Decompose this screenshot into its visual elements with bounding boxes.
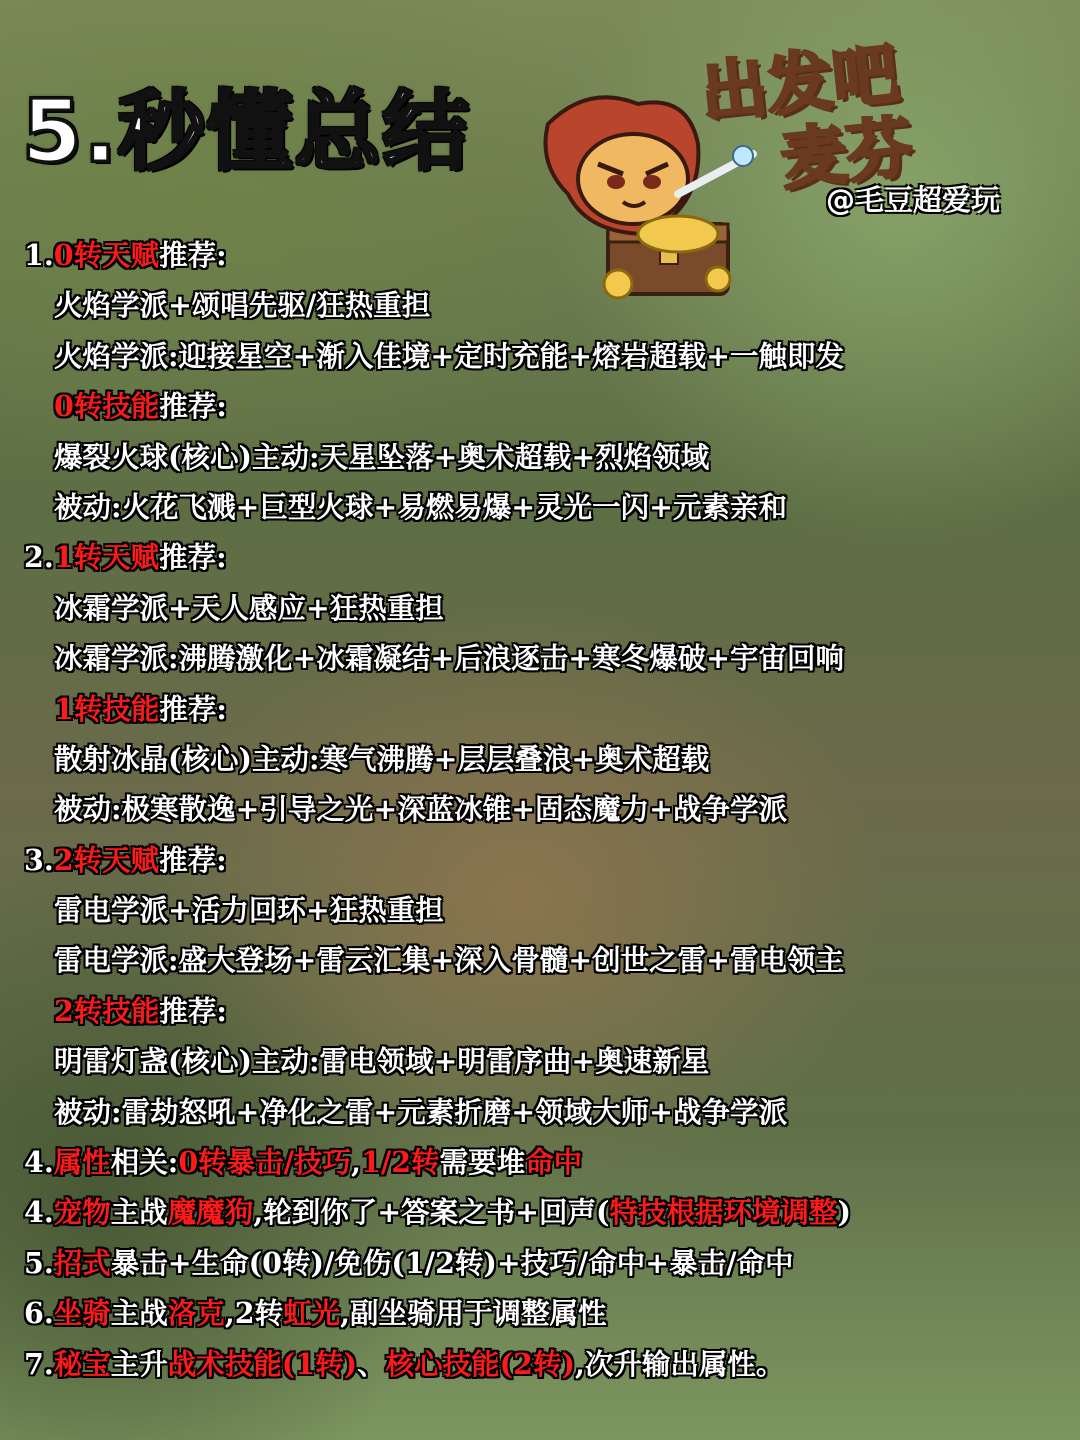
- highlight-text: 秘宝: [53, 1346, 111, 1381]
- highlight-text: 核心技能(2转): [385, 1346, 575, 1381]
- line-text: 推荐:: [159, 238, 227, 272]
- highlight-text: 1转天赋: [53, 540, 160, 575]
- line-text: 4.: [24, 1145, 54, 1180]
- line-text: 散射冰晶(核心)主动:寒气沸腾+层层叠浪+奥术超载: [54, 741, 710, 776]
- line-text: ): [837, 1195, 851, 1230]
- line-text: 2.: [24, 540, 54, 575]
- highlight-text: 0转技能: [54, 389, 160, 424]
- summary-line: [24, 230, 1060, 280]
- summary-line: [24, 784, 1060, 834]
- line-text: 6.: [24, 1296, 54, 1331]
- highlight-text: 1转技能: [54, 691, 160, 726]
- line-text: 冰霜学派:沸腾激化+冰霜凝结+后浪逐击+寒冬爆破+宇宙回响: [54, 641, 845, 676]
- highlight-text: 1/2转: [361, 1145, 440, 1180]
- line-text: 爆裂火球(核心)主动:天星坠落+奥术超载+烈焰领域: [54, 439, 710, 474]
- summary-line: [24, 1187, 1060, 1237]
- line-text: 5.: [24, 1245, 54, 1280]
- summary-list: [24, 230, 1060, 1389]
- line-text: 7.: [24, 1346, 54, 1381]
- line-text: 需要堆: [439, 1145, 526, 1180]
- line-text: 推荐:: [159, 842, 227, 877]
- summary-line: [24, 1087, 1060, 1137]
- line-text: 火焰学派:迎接星空+渐入佳境+定时充能+熔岩超载+一触即发: [54, 338, 845, 373]
- summary-line: [24, 583, 1060, 633]
- summary-line: [24, 734, 1060, 784]
- line-text: 火焰学派+颂唱先驱/狂热重担: [54, 288, 431, 323]
- summary-line: [24, 1137, 1060, 1187]
- summary-line: [24, 280, 1060, 330]
- line-text: ,2转: [224, 1296, 284, 1331]
- line-text: 1.: [24, 238, 54, 272]
- summary-line: [24, 482, 1060, 532]
- highlight-text: 特技根据环境调整: [609, 1195, 838, 1230]
- summary-line: [24, 835, 1060, 885]
- highlight-text: 战术技能(1转): [167, 1346, 358, 1381]
- summary-line: [24, 381, 1060, 431]
- highlight-text: 魔魔狗: [167, 1195, 254, 1230]
- line-text: 被动:火花飞溅+巨型火球+易燃易爆+灵光一闪+元素亲和: [54, 489, 788, 524]
- line-text: 主升: [110, 1346, 168, 1381]
- highlight-text: 虹光: [283, 1296, 341, 1331]
- line-text: 被动:雷劫怒吼+净化之雷+元素折磨+领域大师+战争学派: [54, 1094, 788, 1129]
- line-text: ,次升输出属性。: [574, 1346, 785, 1381]
- line-text: 、: [357, 1346, 386, 1381]
- summary-line: [24, 935, 1060, 985]
- line-text: 雷电学派+活力回环+狂热重担: [54, 893, 444, 928]
- highlight-text: 0转天赋: [53, 238, 160, 272]
- line-text: 4.: [24, 1195, 54, 1230]
- line-text: 主战: [110, 1195, 168, 1230]
- line-text: 雷电学派:盛大登场+雷云汇集+深入骨髓+创世之雷+雷电领主: [54, 943, 845, 978]
- highlight-text: 属性: [53, 1145, 111, 1180]
- line-text: 推荐:: [159, 993, 227, 1028]
- line-text: 推荐:: [159, 691, 227, 726]
- summary-line: [24, 684, 1060, 734]
- line-text: ,: [351, 1145, 361, 1180]
- line-text: ,副坐骑用于调整属性: [340, 1296, 607, 1331]
- highlight-text: 0转暴击/技巧: [178, 1145, 352, 1180]
- line-text: ,轮到你了+答案之书+回声(: [253, 1195, 610, 1230]
- logo-line-2: 麦芬: [776, 108, 917, 199]
- summary-line: [24, 532, 1060, 582]
- author-handle: @毛豆超爱玩: [826, 183, 1001, 217]
- highlight-text: 2转技能: [54, 993, 160, 1028]
- summary-line: [24, 633, 1060, 683]
- summary-line: [24, 885, 1060, 935]
- line-text: 暴击+生命(0转)/免伤(1/2转)+技巧/命中+暴击/命中: [110, 1245, 794, 1280]
- summary-line: [24, 986, 1060, 1036]
- line-text: 被动:极寒散逸+引导之光+深蓝冰锥+固态魔力+战争学派: [54, 792, 788, 827]
- page-title: 5.秒懂总结: [22, 82, 471, 182]
- summary-line: [24, 1036, 1060, 1086]
- game-logo: [697, 30, 1060, 199]
- highlight-text: 命中: [525, 1145, 583, 1180]
- highlight-text: 招式: [53, 1245, 111, 1280]
- line-text: 冰霜学派+天人感应+狂热重担: [54, 590, 444, 625]
- summary-line: [24, 331, 1060, 381]
- highlight-text: 宠物: [53, 1195, 111, 1230]
- summary-line: [24, 1238, 1060, 1288]
- summary-line: [24, 1288, 1060, 1338]
- line-text: 主战: [110, 1296, 168, 1331]
- line-text: 相关:: [110, 1145, 179, 1180]
- logo-line-1: 出发吧: [697, 34, 903, 133]
- line-text: 明雷灯盏(核心)主动:雷电领域+明雷序曲+奥速新星: [54, 1044, 710, 1079]
- highlight-text: 坐骑: [53, 1296, 111, 1331]
- highlight-text: 洛克: [167, 1296, 225, 1331]
- highlight-text: 2转天赋: [53, 842, 160, 877]
- summary-line: [24, 432, 1060, 482]
- line-text: 3.: [24, 842, 54, 877]
- line-text: 推荐:: [159, 540, 227, 575]
- summary-line: [24, 1339, 1060, 1389]
- line-text: 推荐:: [159, 389, 227, 424]
